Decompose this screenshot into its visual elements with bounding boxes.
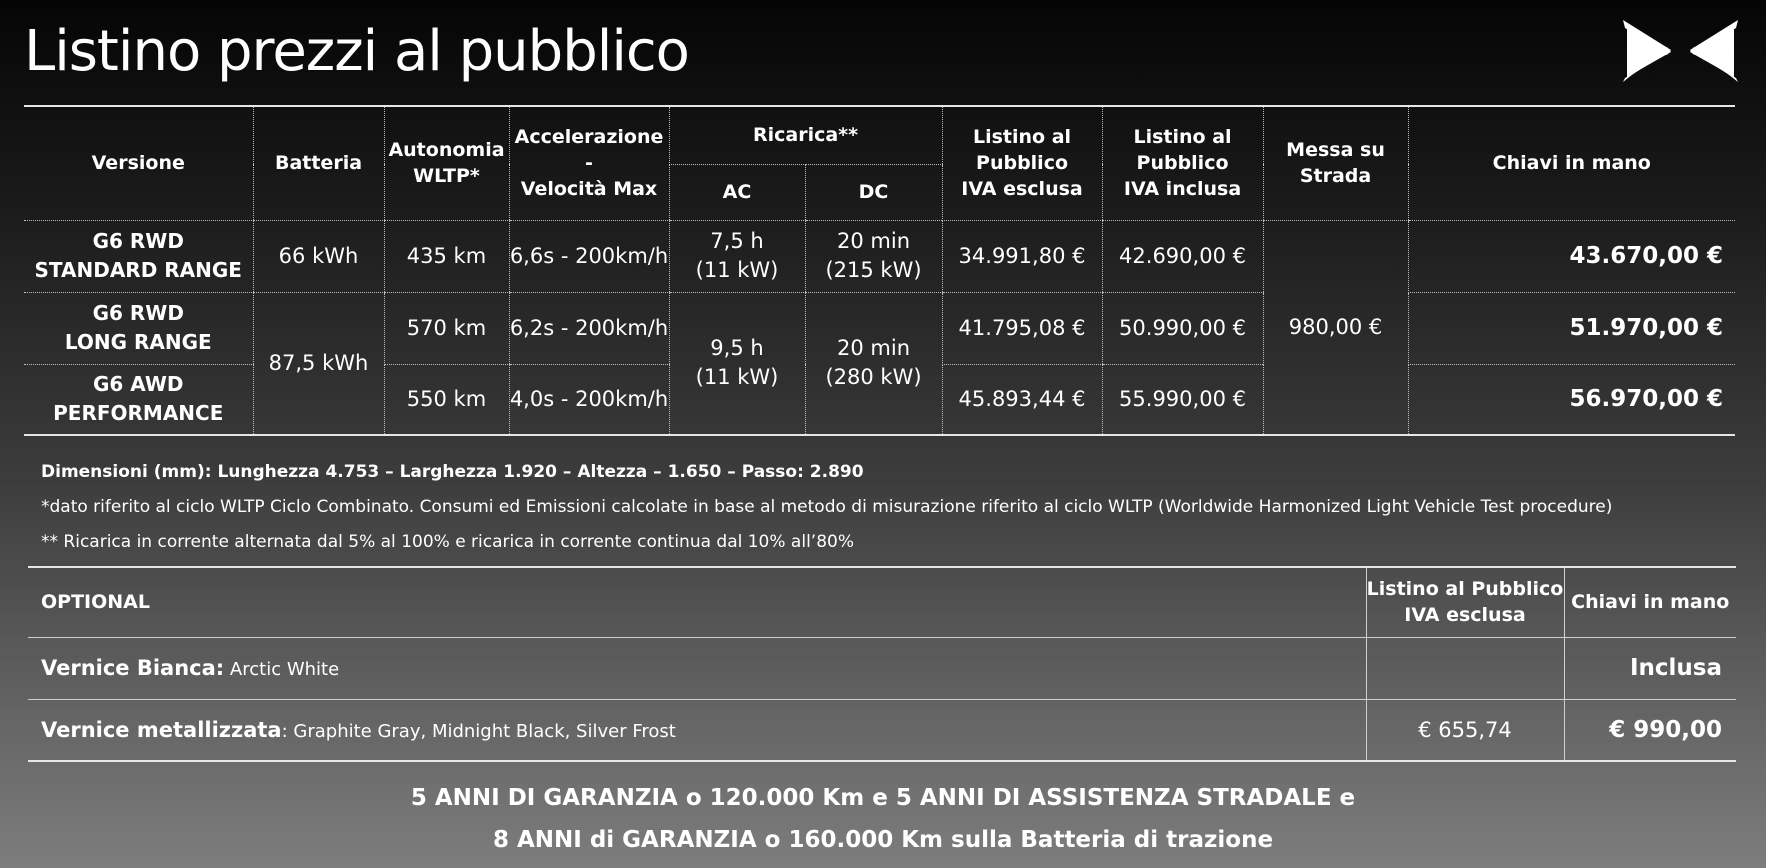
footnotes (41, 455, 1612, 560)
range-cell: 435 km (384, 220, 509, 292)
optional-label: Vernice Bianca: Arctic White (28, 637, 1366, 699)
warranty-line-1: 5 ANNI DI GARANZIA o 120.000 Km e 5 ANNI DI ASSISTENZA STRADALE e (410, 785, 1356, 811)
optional-header: OPTIONAL (28, 567, 1366, 637)
table-row (24, 220, 1735, 292)
header-ricarica: Ricarica** (669, 106, 942, 164)
optional-label: Vernice metallizzata: Graphite Gray, Midnight Black, Silver Frost (28, 699, 1366, 761)
table-row (24, 292, 1735, 364)
dimensions-note: Dimensioni (mm): Lunghezza 4.753 – Larghezza 1.920 – Altezza – 1.650 – Passo: 2.890 (41, 462, 864, 482)
list-price-inc-vat: 42.690,00 € (1102, 220, 1263, 292)
messa-su-strada-cell: 980,00 € (1263, 220, 1408, 435)
optional-turnkey-price: € 990,00 (1564, 699, 1736, 761)
charging-note: ** Ricarica in corrente alternata dal 5% al 100% e ricarica in corrente continua dal 10% all’80% (41, 532, 854, 552)
header-autonomia: Autonomia WLTP* (384, 106, 509, 220)
header-listino-iva-inclusa: Listino al Pubblico IVA inclusa (1102, 106, 1263, 220)
ac-cell: 7,5 h (11 kW) (669, 220, 805, 292)
list-price-inc-vat: 55.990,00 € (1102, 364, 1263, 435)
list-price-ex-vat: 41.795,08 € (942, 292, 1102, 364)
table-row (28, 637, 1736, 699)
table-row (28, 699, 1736, 761)
price-list-table (24, 105, 1735, 436)
optional-header-chiavi: Chiavi in mano (1564, 567, 1736, 637)
optional-list-price: € 655,74 (1366, 699, 1564, 761)
battery-cell: 66 kWh (253, 220, 384, 292)
header-listino-iva-esclusa: Listino al Pubblico IVA esclusa (942, 106, 1102, 220)
header-accelerazione: Accelerazione - Velocità Max (509, 106, 669, 220)
header-batteria: Batteria (253, 106, 384, 220)
header-messa-su-strada: Messa su Strada (1263, 106, 1408, 220)
version-cell: G6 RWD STANDARD RANGE (24, 220, 253, 292)
ac-cell: 9,5 h (11 kW) (669, 292, 805, 435)
xpeng-logo-icon (1623, 20, 1738, 82)
turnkey-price: 56.970,00 € (1408, 364, 1735, 435)
optional-list-price (1366, 637, 1564, 699)
turnkey-price: 51.970,00 € (1408, 292, 1735, 364)
list-price-ex-vat: 34.991,80 € (942, 220, 1102, 292)
range-cell: 570 km (384, 292, 509, 364)
header-ac: AC (669, 164, 805, 220)
header-chiavi-in-mano: Chiavi in mano (1408, 106, 1735, 220)
battery-cell: 87,5 kWh (253, 292, 384, 435)
list-price-inc-vat: 50.990,00 € (1102, 292, 1263, 364)
accel-cell: 6,6s - 200km/h (509, 220, 669, 292)
optional-header-listino: Listino al Pubblico IVA esclusa (1366, 567, 1564, 637)
header-dc: DC (805, 164, 942, 220)
range-cell: 550 km (384, 364, 509, 435)
wltp-note: *dato riferito al ciclo WLTP Ciclo Combinato. Consumi ed Emissioni calcolate in base al metodo di misurazione riferito al ciclo WLTP (Worldwide Harmonized Light Vehicle Test procedure) (41, 497, 1613, 517)
accel-cell: 4,0s - 200km/h (509, 364, 669, 435)
warranty-text (0, 777, 1766, 861)
version-cell: G6 AWD PERFORMANCE (24, 364, 253, 435)
accel-cell: 6,2s - 200km/h (509, 292, 669, 364)
page-title: Listino prezzi al pubblico (24, 19, 689, 84)
turnkey-price: 43.670,00 € (1408, 220, 1735, 292)
dc-cell: 20 min (215 kW) (805, 220, 942, 292)
list-price-ex-vat: 45.893,44 € (942, 364, 1102, 435)
optional-table (28, 566, 1736, 762)
optional-turnkey-price: Inclusa (1564, 637, 1736, 699)
header-versione: Versione (24, 106, 253, 220)
warranty-line-2: 8 ANNI di GARANZIA o 160.000 Km sulla Batteria di trazione (492, 827, 1274, 853)
dc-cell: 20 min (280 kW) (805, 292, 942, 435)
version-cell: G6 RWD LONG RANGE (24, 292, 253, 364)
